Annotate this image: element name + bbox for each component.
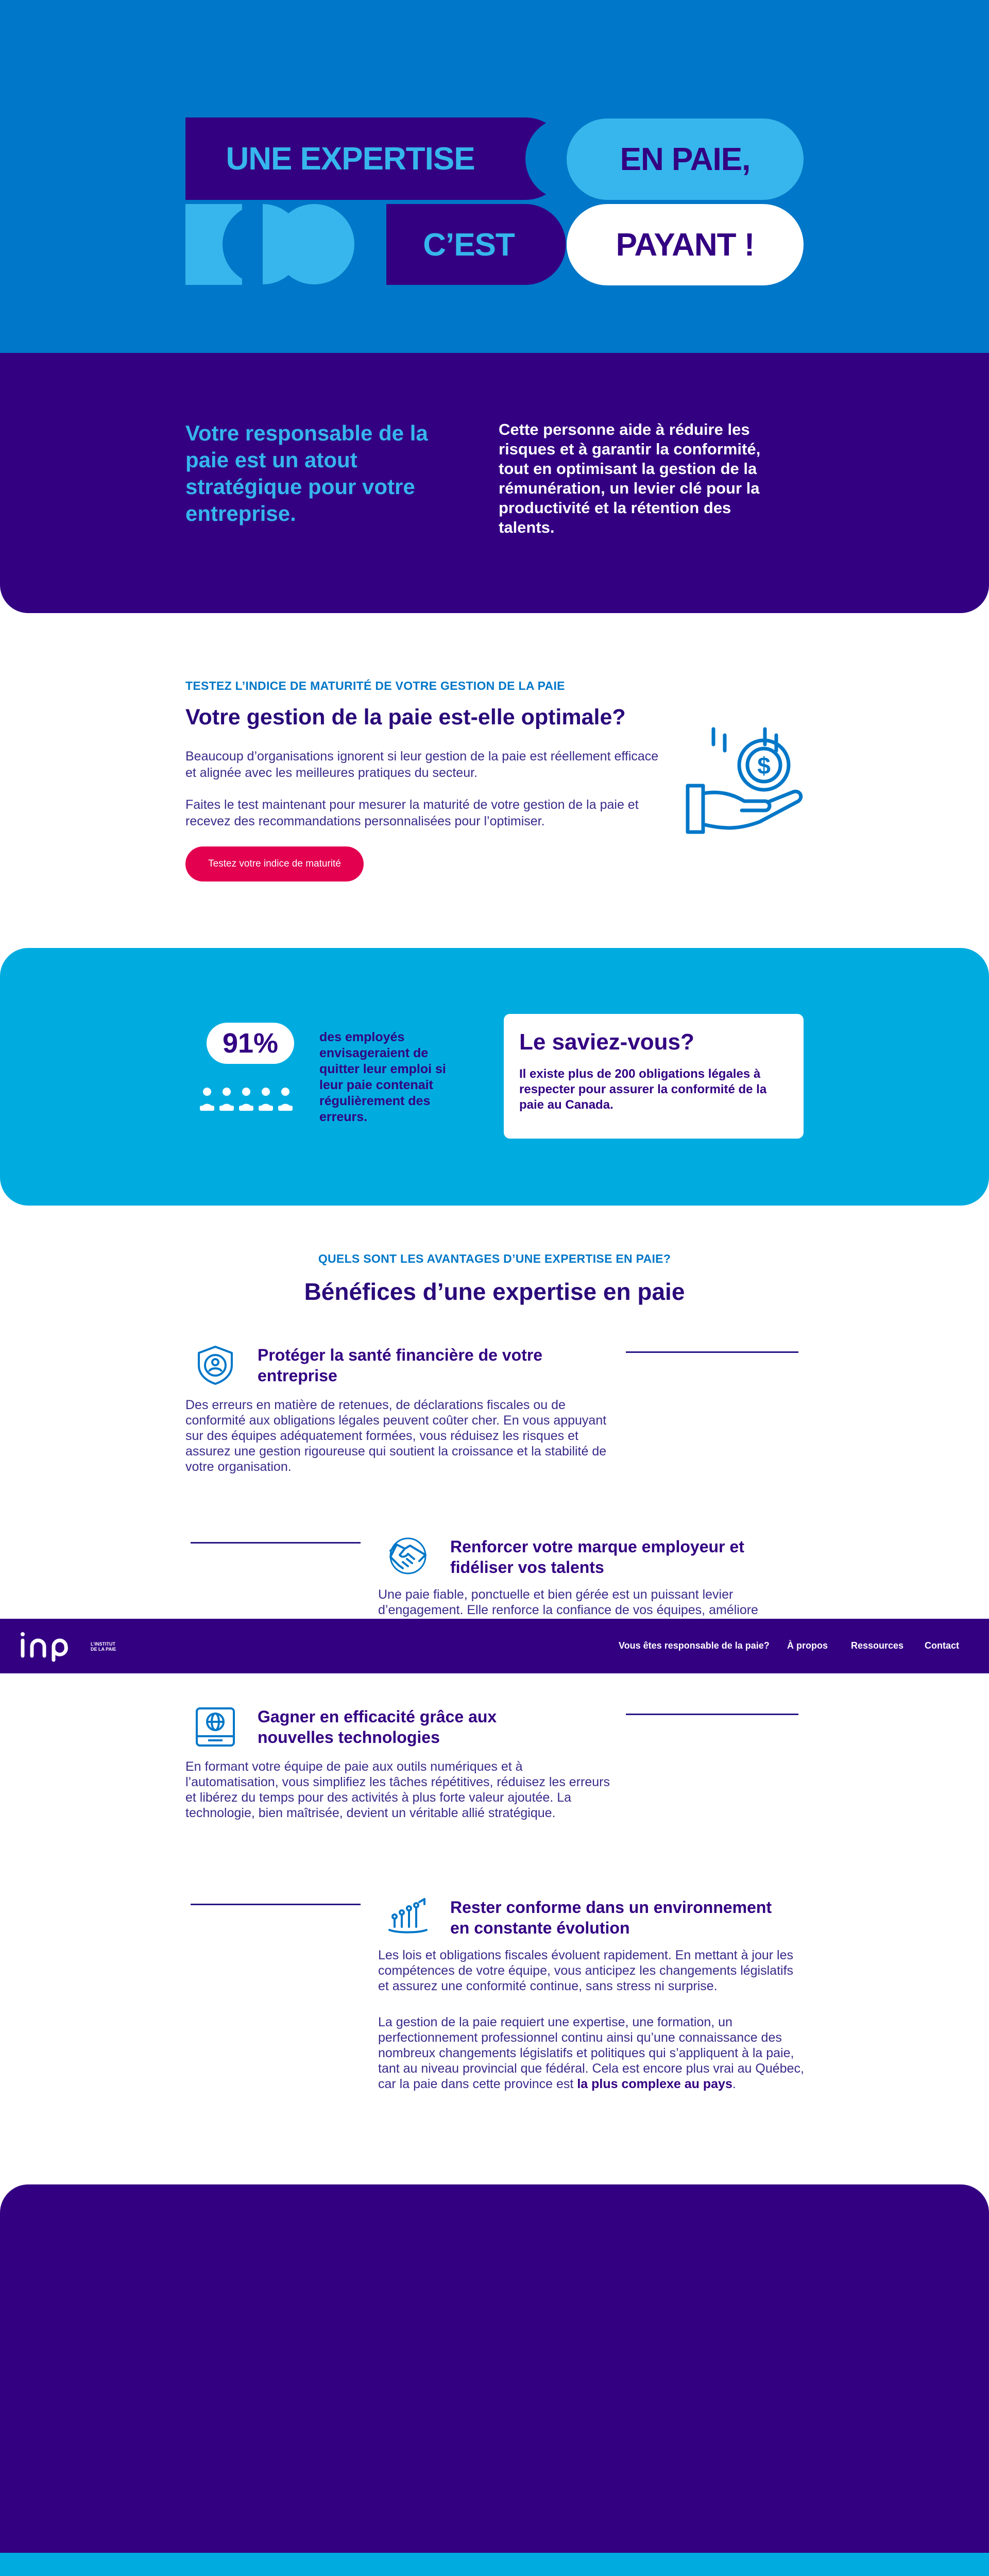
shield-person-icon — [195, 1345, 236, 1386]
feature-3-text: En formant votre équipe de paie aux outils numériques et à l’automatisation, vous simplifiez les tâches répétitives, réduisez les erreurs et libérez du temps pour des activités à plus forte valeur ajoutée. La technologie, bien maîtrisée, devient un véritable allié stratégique. — [185, 1759, 610, 1820]
nav-link-responsable[interactable]: Vous êtes responsable de la paie? — [619, 1640, 770, 1651]
feature-2-title: Renforcer votre marque employeur et fidéliser vos talents — [450, 1537, 744, 1577]
fact-card-title: Le saviez-vous? — [519, 1029, 694, 1055]
stats-section — [0, 948, 989, 1206]
feature-4-title: Rester conforme dans un environnement en constante évolution — [450, 1898, 772, 1937]
maturity-paragraph-1: Beaucoup d’organisations ignorent si leur gestion de la paie est réellement efficace et alignée avec les meilleures pratiques du secteur. — [185, 749, 659, 780]
stat-description: des employés envisageraient de quitter leur emploi si leur paie contenait régulièrement des erreurs. — [319, 1030, 446, 1124]
nav-link-a-propos[interactable]: À propos — [787, 1640, 828, 1651]
intro-headline: Votre responsable de la paie est un atout stratégique pour votre entreprise. — [185, 421, 428, 526]
feature-1-title: Protéger la santé financière de votre entreprise — [258, 1346, 543, 1385]
stat-percent: 91% — [207, 1023, 294, 1064]
hero-pill-payant: PAYANT ! — [567, 204, 804, 285]
hand-coin-icon — [683, 724, 806, 835]
feature-1-text: Des erreurs en matière de retenues, de déclarations fiscales ou de conformité aux obligations légales peuvent coûter cher. En vous appuyant sur des équipes adéquatement formées, vous réduisez les risques et assurez une gestion rigoureuse qui soutient la croissance et la stabilité de votre organisation. — [185, 1398, 607, 1474]
intro-description: Cette personne aide à réduire les risques et à garantir la conformité, tout en optimisant la gestion de la rémunération, un levier clé pour la productivité et la rétention des talents. — [499, 420, 761, 536]
nav-link-ressources[interactable]: Ressources — [851, 1640, 904, 1651]
purple-content-block — [0, 2184, 989, 2553]
feature-4-text-2 — [378, 2014, 806, 2092]
maturity-paragraph-2: Faites le test maintenant pour mesurer la maturité de votre gestion de la paie et recevez des recommandations personnalisées pour l’optimiser. — [185, 798, 639, 828]
site-nav — [0, 1619, 989, 1673]
fact-card — [504, 1014, 804, 1139]
hero-section — [0, 0, 989, 353]
svg-text:$: $ — [757, 752, 771, 779]
site-logo[interactable] — [19, 1631, 127, 1662]
globe-screen-icon — [195, 1706, 236, 1748]
handshake-icon — [387, 1535, 429, 1577]
feature-4-text-2-bold: la plus complexe au pays — [577, 2077, 732, 2091]
intro-section — [0, 353, 989, 613]
fact-card-text: Il existe plus de 200 obligations légales à respecter pour assurer la conformité de la paie au Canada. — [519, 1067, 767, 1112]
feature-4-text-2-end: . — [732, 2077, 736, 2091]
benefits-eyebrow: QUELS SONT LES AVANTAGES D’UNE EXPERTISE EN PAIE? — [318, 1252, 671, 1265]
benefits-title: Bénéfices d’une expertise en paie — [304, 1278, 685, 1305]
feature-2-text: Une paie fiable, ponctuelle et bien gérée est un puissant levier d’engagement. Elle renforce la confiance de vos équipes, améliore — [378, 1587, 758, 1617]
hero-word-expertise: UNE EXPERTISE — [226, 141, 475, 177]
logo-text: L’INSTITUT DE LA PAIE — [91, 1641, 116, 1652]
feature-4-text-1: Les lois et obligations fiscales évoluent rapidement. En mettant à jour les compétences de votre équipe, vous anticipez les changements législatifs et assurez une conformité continue, sans stress ni surprise. — [378, 1948, 794, 1993]
feature-1-rule — [626, 1351, 798, 1353]
blue-content-block — [0, 2553, 989, 2576]
feature-4-text-2-main: La gestion de la paie requiert une expertise, une formation, un perfectionnement professionnel continu ainsi qu’une connaissance des nombreux changements législatifs et politiques qui s’appliquent à la paie, tant au niveau provincial que fédéral. Cela est encore plus vrai au Québec, car la paie dans cette province est — [378, 2015, 804, 2091]
hero-word-cest: C’EST — [423, 227, 515, 263]
feature-2-rule — [191, 1542, 361, 1544]
logo-mark-icon — [19, 1631, 91, 1662]
feature-3-rule — [626, 1714, 798, 1715]
nav-link-contact[interactable]: Contact — [925, 1640, 959, 1651]
feature-3-title: Gagner en efficacité grâce aux nouvelles technologies — [258, 1707, 497, 1747]
maturity-title: Votre gestion de la paie est-elle optimale? — [185, 705, 626, 730]
maturity-eyebrow: TESTEZ L’INDICE DE MATURITÉ DE VOTRE GESTION DE LA PAIE — [185, 679, 565, 692]
growth-chart-icon — [387, 1896, 429, 1937]
maturity-test-button[interactable]: Testez votre indice de maturité — [185, 846, 364, 882]
feature-4-rule — [191, 1904, 361, 1905]
hero-pill-en-paie: EN PAIE, — [567, 118, 804, 200]
people-icons — [200, 1087, 303, 1112]
